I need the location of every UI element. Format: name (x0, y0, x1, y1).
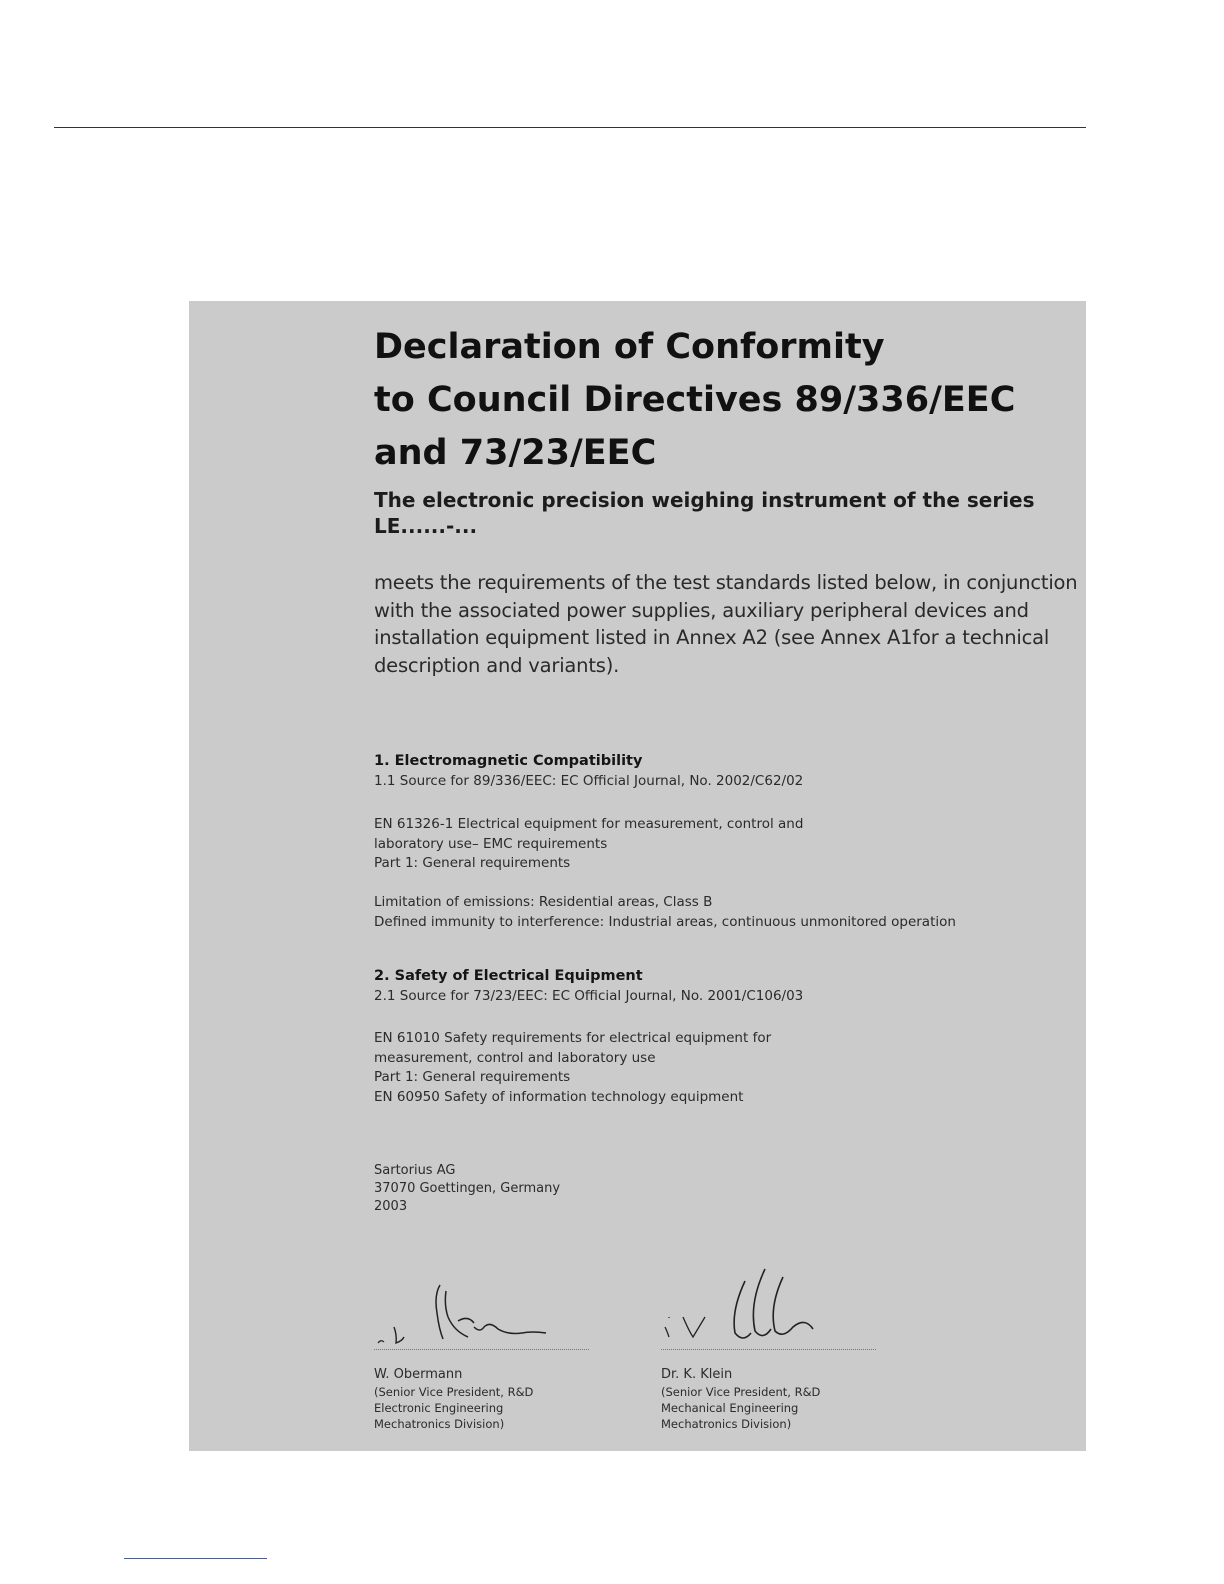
section-heading: 1. Electromagnetic Compatibility (374, 753, 643, 769)
standard-line: EN 61326-1 Electrical equipment for measurement, control and (374, 816, 804, 832)
signer-name: Dr. K. Klein (661, 1367, 733, 1382)
signature-obermann (374, 1261, 604, 1361)
intro-paragraph: meets the requirements of the test standards listed below, in conjunction with the associated power supplies, auxiliary peripheral devices and installation equipment listed in Annex A2 (see Annex A1for a technical description and variants). (374, 571, 1078, 677)
emissions-line: Limitation of emissions: Residential areas, Class B (374, 894, 713, 910)
section-emc (374, 752, 1084, 791)
signature-block-obermann (374, 1261, 604, 1432)
declaration-panel (189, 301, 1086, 1451)
document-subtitle (374, 487, 1035, 539)
signature-line (661, 1349, 876, 1350)
signature-klein (661, 1261, 891, 1361)
document-title (374, 321, 1015, 480)
signature-block-klein (661, 1261, 891, 1432)
title-line: Declaration of Conformity (374, 327, 885, 367)
section-emc-standard (374, 815, 1084, 874)
standard-line: Part 1: General requirements (374, 1069, 571, 1085)
company-year: 2003 (374, 1199, 408, 1214)
standard-line: EN 60950 Safety of information technology equipment (374, 1088, 744, 1105)
signer-name: W. Obermann (374, 1367, 463, 1382)
standard-line: measurement, control and laboratory use (374, 1049, 656, 1066)
section-source: 1.1 Source for 89/336/EEC: EC Official Journal, No. 2002/C62/02 (374, 772, 804, 789)
signer-title-line: Mechatronics Division) (374, 1417, 505, 1431)
subtitle-line: LE......-... (374, 514, 478, 538)
section-emc-limits (374, 893, 1084, 932)
section-safety-standard (374, 1029, 1084, 1107)
signature-line (374, 1349, 589, 1350)
signer-title-line: Mechanical Engineering (661, 1401, 799, 1415)
signer-title-line: (Senior Vice President, R&D (661, 1385, 821, 1399)
standard-line: EN 61010 Safety requirements for electrical equipment for (374, 1030, 772, 1046)
signer-title-line: (Senior Vice President, R&D (374, 1385, 534, 1399)
signer-title-line: Mechatronics Division) (661, 1417, 792, 1431)
header-rule (54, 127, 1086, 128)
company-block (374, 1162, 1084, 1216)
section-source: 2.1 Source for 73/23/EEC: EC Official Journal, No. 2001/C106/03 (374, 987, 804, 1004)
immunity-line: Defined immunity to interference: Industrial areas, continuous unmonitored operation (374, 913, 956, 930)
signer-title-line: Electronic Engineering (374, 1401, 504, 1415)
standard-line: laboratory use– EMC requirements (374, 835, 608, 852)
title-line: to Council Directives 89/336/EEC (374, 380, 1016, 420)
section-safety (374, 967, 1084, 1006)
company-address: 37070 Goettingen, Germany (374, 1181, 561, 1196)
subtitle-line: The electronic precision weighing instrument of the series (374, 488, 1035, 512)
section-heading: 2. Safety of Electrical Equipment (374, 968, 643, 984)
company-name: Sartorius AG (374, 1163, 456, 1178)
title-line: and 73/23/EEC (374, 433, 657, 473)
footer-rule (124, 1558, 267, 1559)
standard-line: Part 1: General requirements (374, 855, 571, 871)
